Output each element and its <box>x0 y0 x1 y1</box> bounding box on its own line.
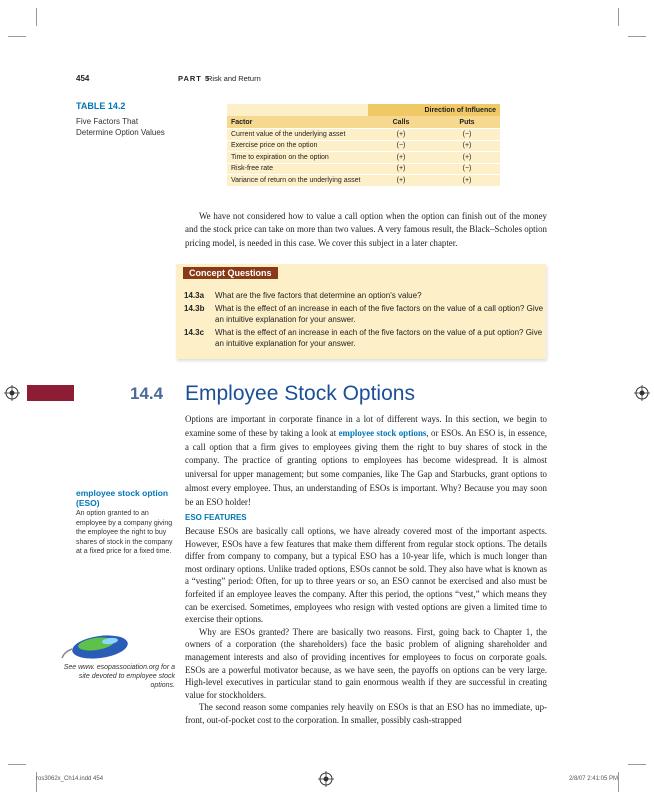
column-header: Factor <box>227 116 368 129</box>
crop-mark <box>8 36 26 37</box>
table-corner <box>227 104 368 116</box>
table-cell: Exercise price on the option <box>227 140 368 152</box>
concept-questions-title: Concept Questions <box>183 267 278 279</box>
subsection-body <box>185 525 547 727</box>
body-text: Options are important in corporate finance in a lot of different ways. In this section, we begin to examine some of these by taking a look at <box>185 414 547 438</box>
table-caption: Five Factors That Determine Option Values <box>76 117 165 137</box>
crop-mark <box>628 36 646 37</box>
concept-question <box>184 291 546 302</box>
table-cell: Variance of return on the underlying asset <box>227 175 368 186</box>
table-cell: (+) <box>434 152 500 164</box>
computer-mouse-icon <box>60 628 130 662</box>
section-number: 14.4 <box>130 384 164 403</box>
part-title: Risk and Return <box>207 74 261 83</box>
table-cell: (+) <box>368 152 434 164</box>
question-number: 14.3c <box>184 328 205 337</box>
margin-definition: An option granted to an employee by a company giving the employee the right to buy shares of stock in the company at a fixed price for a fixed time. <box>76 510 173 555</box>
registration-mark-icon <box>318 771 334 787</box>
table-row <box>227 140 500 152</box>
table-cell: (+) <box>368 175 434 186</box>
footer-timestamp: 2/8/07 2:41:05 PM <box>568 776 618 782</box>
direction-header: Direction of Influence <box>368 104 500 116</box>
table-row <box>227 175 500 186</box>
column-header: Puts <box>434 116 500 129</box>
crop-mark <box>8 764 26 765</box>
concept-question <box>184 304 546 326</box>
table-cell: (−) <box>434 129 500 141</box>
key-term: employee stock options <box>338 427 427 438</box>
body-paragraph: The second reason some companies rely heavily on ESOs is that an ESO has no immediate, up-front, out-of-pocket cost to the corporation. In smaller, possibly cash-strapped <box>185 702 547 725</box>
question-number: 14.3b <box>184 304 205 313</box>
intro-paragraph: We have not considered how to value a call option when the option can finish out of the money and the stock price can take on more than two values. A very famous result, the Black–Scholes option pricing model, is needed in this case. We cover this subject in a later chapter. <box>185 211 547 248</box>
table-cell: (+) <box>368 129 434 141</box>
table-label: TABLE 14.2 <box>76 101 126 111</box>
crop-mark <box>36 772 37 792</box>
table-cell: Risk-free rate <box>227 163 368 175</box>
column-header: Calls <box>368 116 434 129</box>
section-band <box>27 385 74 401</box>
table-cell: (+) <box>368 163 434 175</box>
registration-mark-icon <box>4 385 20 401</box>
footer-file: ros3062x_Ch14.indd 454 <box>36 776 104 782</box>
table-cell: (+) <box>434 140 500 152</box>
question-number: 14.3a <box>184 291 205 300</box>
page-number: 454 <box>76 74 90 83</box>
crop-mark <box>618 8 619 26</box>
crop-mark <box>628 764 646 765</box>
section-title: Employee Stock Options <box>185 382 415 405</box>
body-paragraph: Because ESOs are basically call options, we have already covered most of the important aspects. However, ESOs have a few features that make them different from regular stock options. The details differ from company to company, but a typical ESO has a 10-year life, which is much longer than most ordinary options. Unlike traded options, ESOs cannot be sold. They also have what is known as a “vesting” period: Often, for up to three years or so, an ESO cannot be exercised and also must be forfeited if an employee leaves the company. After this period, the options “vest,” which means they can be exercised. Sometimes, employees who resign with vested options are given a limited time to exercise their options. <box>185 526 547 625</box>
body-paragraph <box>185 413 547 510</box>
subsection-title: ESO FEATURES <box>185 513 247 522</box>
concept-question <box>184 328 546 350</box>
registration-mark-icon <box>634 385 650 401</box>
table-cell: (−) <box>368 140 434 152</box>
table-row <box>227 129 500 141</box>
question-text: What is the effect of an increase in each of the five factors on the value of a put option? Give an intuitive explanation for your answer. <box>215 328 543 348</box>
table-cell: Current value of the underlying asset <box>227 129 368 141</box>
question-text: What is the effect of an increase in each of the five factors on the value of a call option? Give an intuitive explanation for your answer. <box>215 304 544 324</box>
margin-term: employee stock option (ESO) <box>76 488 169 508</box>
body-paragraph: Why are ESOs granted? There are basically two reasons. First, going back to Chapter 1, the owners of a corporation (the shareholders) face the basic problem of aligning shareholder and management interests and also of providing incentives for employees to focus on corporate goals. ESOs are a powerful motivator because, as we have seen, the payoffs on options can be very large. High-level executives in particular stand to gain enormous wealth if they are successful in creating value for stockholders. <box>185 626 547 700</box>
crop-mark <box>36 8 37 26</box>
table-cell: (+) <box>434 175 500 186</box>
crop-mark <box>618 772 619 792</box>
table-cell: Time to expiration on the option <box>227 152 368 164</box>
web-note: See www. esopassociation.org for a site devoted to employee stock options. <box>63 664 175 689</box>
question-text: What are the five factors that determine an option's value? <box>215 291 422 300</box>
table-cell: (−) <box>434 163 500 175</box>
table-row <box>227 163 500 175</box>
body-text: , or ESOs. An ESO is, in essence, a call option that a firm gives to employees giving them the right to buy shares of stock in the company. The practice of granting options to employees has become widespread. It is almost universal for upper management; but some companies, like The Gap and Starbucks, grant options to almost every employee. Thus, an understanding of ESOs is important. Why? Because you may soon be an ESO holder! <box>185 427 547 507</box>
table-row <box>227 152 500 164</box>
part-label: PART 5 <box>178 74 211 83</box>
factors-table <box>227 104 500 186</box>
